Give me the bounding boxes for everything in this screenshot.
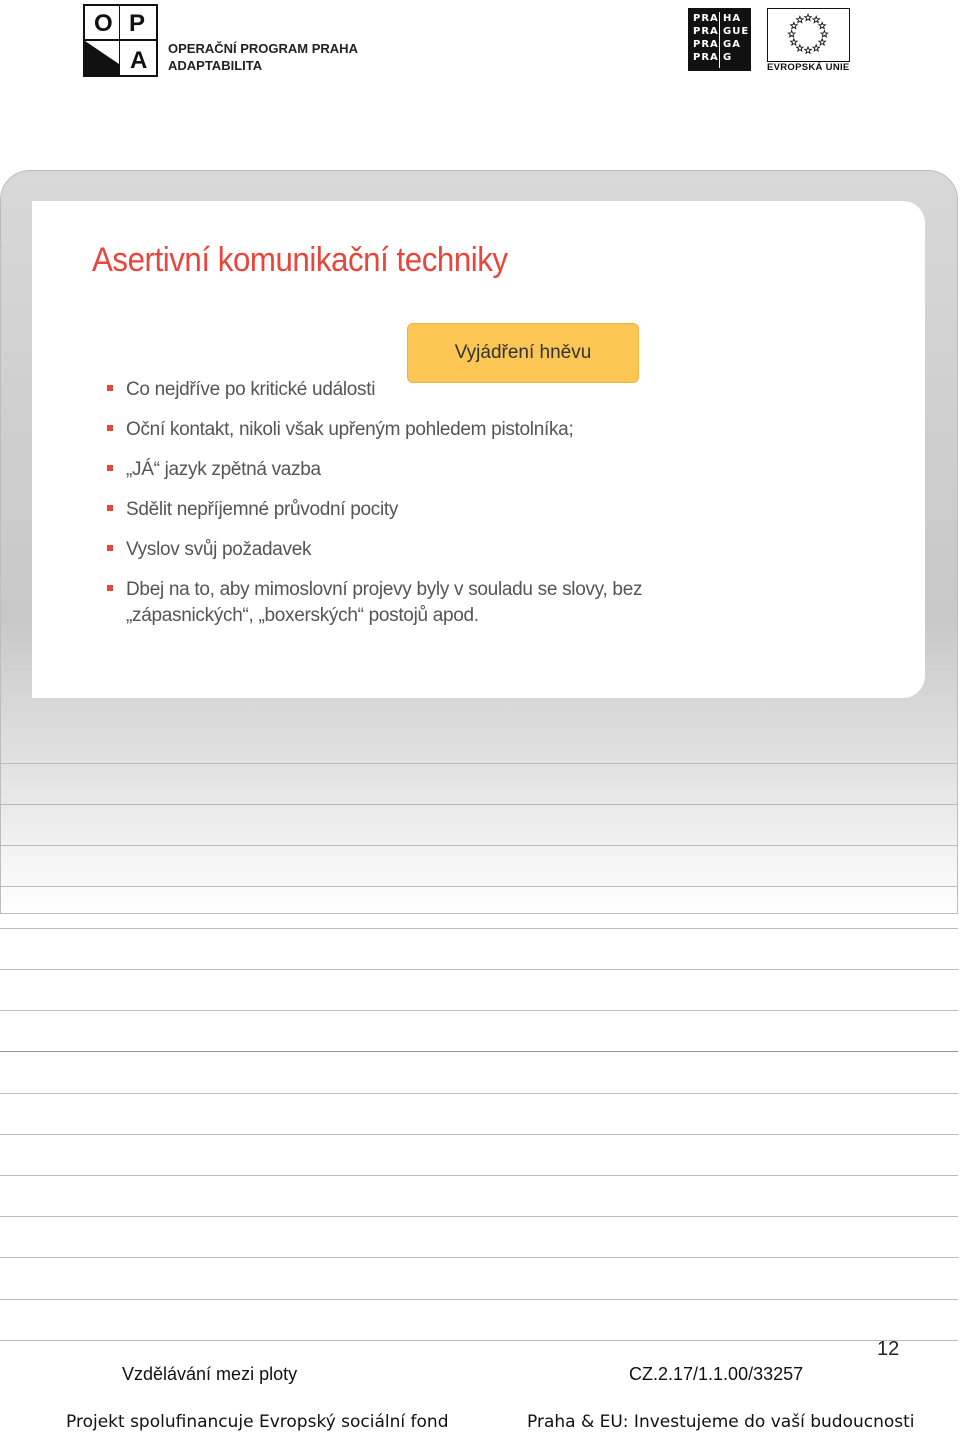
oppa-line-2: ADAPTABILITA (168, 58, 263, 73)
eu-star-icon (821, 31, 828, 37)
bullet-text: Dbej na to, aby mimoslovní projevy byly v souladu se slovy, bez „zápasnických“, „boxerských“ postojů apod. (126, 579, 643, 626)
note-line (0, 1299, 958, 1300)
bullet-list (106, 377, 666, 643)
eu-star-icon (797, 45, 804, 51)
eu-flag-icon (767, 8, 850, 62)
praha-right-3: GA (723, 39, 741, 50)
bullet-item (106, 457, 666, 483)
bullet-text: Sdělit nepříjemné průvodní pocity (126, 499, 399, 520)
note-line (0, 1010, 958, 1011)
praha-right-2: GUE (723, 26, 750, 37)
bullet-item (106, 377, 666, 403)
praha-left-3: PRA (693, 39, 719, 50)
slide-title: Asertivní komunikační techniky (92, 241, 508, 279)
praha-right-1: HA (723, 13, 742, 24)
eu-star-icon (819, 22, 826, 28)
bullet-item (106, 577, 666, 629)
bullet-marker-icon (107, 425, 113, 431)
note-line (0, 1216, 958, 1217)
note-line (0, 1093, 958, 1094)
eu-star-icon (805, 47, 812, 53)
oppa-letter-o: O (94, 10, 113, 37)
note-line (0, 1257, 958, 1258)
eu-star-icon (797, 16, 804, 22)
note-line (0, 886, 958, 887)
note-line (0, 845, 958, 846)
eu-label: EVROPSKÁ UNIE (767, 62, 850, 73)
praha-left-4: PRA (693, 52, 719, 63)
bullet-marker-icon (107, 465, 113, 471)
praha-left-2: PRA (693, 26, 719, 37)
note-line (0, 804, 958, 805)
eu-star-icon (805, 14, 812, 20)
bullet-marker-icon (107, 545, 113, 551)
note-line (0, 1134, 958, 1135)
note-line (0, 763, 958, 764)
praha-logo (688, 8, 751, 71)
note-line (0, 928, 958, 929)
bullet-item (106, 417, 666, 443)
note-line (0, 1175, 958, 1176)
footer-project-code: CZ.2.17/1.1.00/33257 (629, 1364, 804, 1384)
oppa-letter-a: A (130, 47, 148, 74)
oppa-program-name (168, 40, 358, 74)
footer-slogan: Praha & EU: Investujeme do vaší budoucnosti (527, 1412, 915, 1432)
bullet-text: Vyslov svůj požadavek (126, 539, 312, 560)
note-line (0, 1051, 958, 1052)
note-line (0, 969, 958, 970)
note-line (0, 1340, 958, 1341)
bullet-item (106, 497, 666, 523)
praha-logo-divider (719, 12, 720, 68)
praha-left-1: PRA (693, 13, 719, 24)
eu-star-icon (791, 22, 798, 28)
bullet-item (106, 537, 666, 563)
eu-star-icon (819, 39, 826, 45)
page-number: 12 (877, 1338, 900, 1360)
eu-star-icon (791, 39, 798, 45)
oppa-logo (83, 4, 158, 77)
eu-star-icon (813, 16, 820, 22)
eu-star-icon (813, 45, 820, 51)
slide (32, 201, 925, 698)
bullet-text: „JÁ“ jazyk zpětná vazba (126, 459, 321, 480)
bullet-text: Oční kontakt, nikoli však upřeným pohledem pistolníka; (126, 419, 574, 440)
eu-star-icon (788, 31, 795, 37)
footer-cofinance: Projekt spolufinancuje Evropský sociální fond (66, 1412, 449, 1432)
bullet-marker-icon (107, 385, 113, 391)
oppa-line-1: OPERAČNÍ PROGRAM PRAHA (168, 41, 358, 56)
footer-course: Vzdělávání mezi ploty (122, 1364, 298, 1384)
topic-tag: Vyjádření hněvu (407, 323, 639, 383)
bullet-text: Co nejdříve po kritické události (126, 379, 376, 400)
bullet-marker-icon (107, 585, 113, 591)
oppa-letter-p1: P (129, 10, 146, 37)
bullet-marker-icon (107, 505, 113, 511)
praha-right-4: G (723, 52, 733, 63)
